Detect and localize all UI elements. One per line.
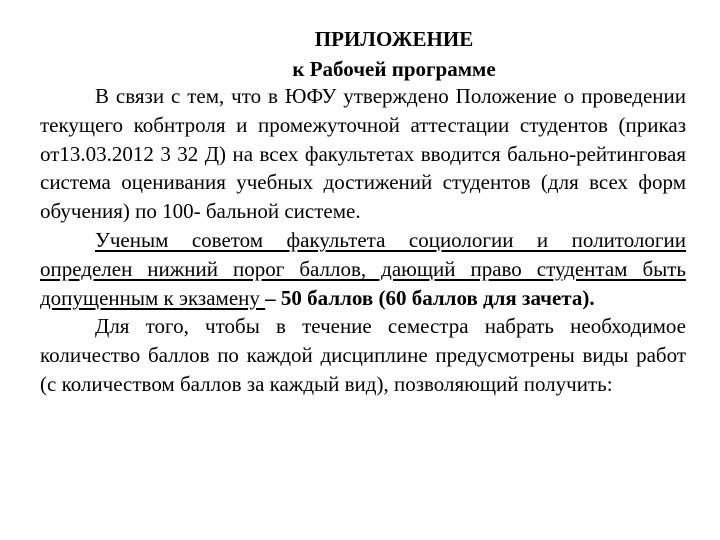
title-block [0,24,720,84]
paragraph-2-underlined: Ученым советом факультета социологии и политологии определен нижний порог баллов, дающий право студентам быть допущенным к экзамену [40,227,686,310]
title-line-1: ПРИЛОЖЕНИЕ [314,27,474,51]
paragraph-3: Для того, чтобы в течение семестра набрать необходимое количество баллов по каждой дисциплине предусмотрены виды работ (с количеством баллов за каждый вид), позволяющий получить: [40,314,686,396]
title-line-2: к Рабочей программе [292,57,496,81]
paragraph-2 [40,226,686,312]
paragraph-2-bold: – 50 баллов (60 баллов для зачета). [265,285,595,310]
paragraph-1: В связи с тем, что в ЮФУ утверждено Положение о проведении текущего кобнтроля и промежуточной аттестации студентов (приказ от13.03.2012 3 32 Д) на всех факультетах вводится бально-рейтинговая система оценивания учебных достижений студентов (для всех форм обучения) по 100- бальной системе. [40,84,686,224]
body-text [40,82,686,399]
